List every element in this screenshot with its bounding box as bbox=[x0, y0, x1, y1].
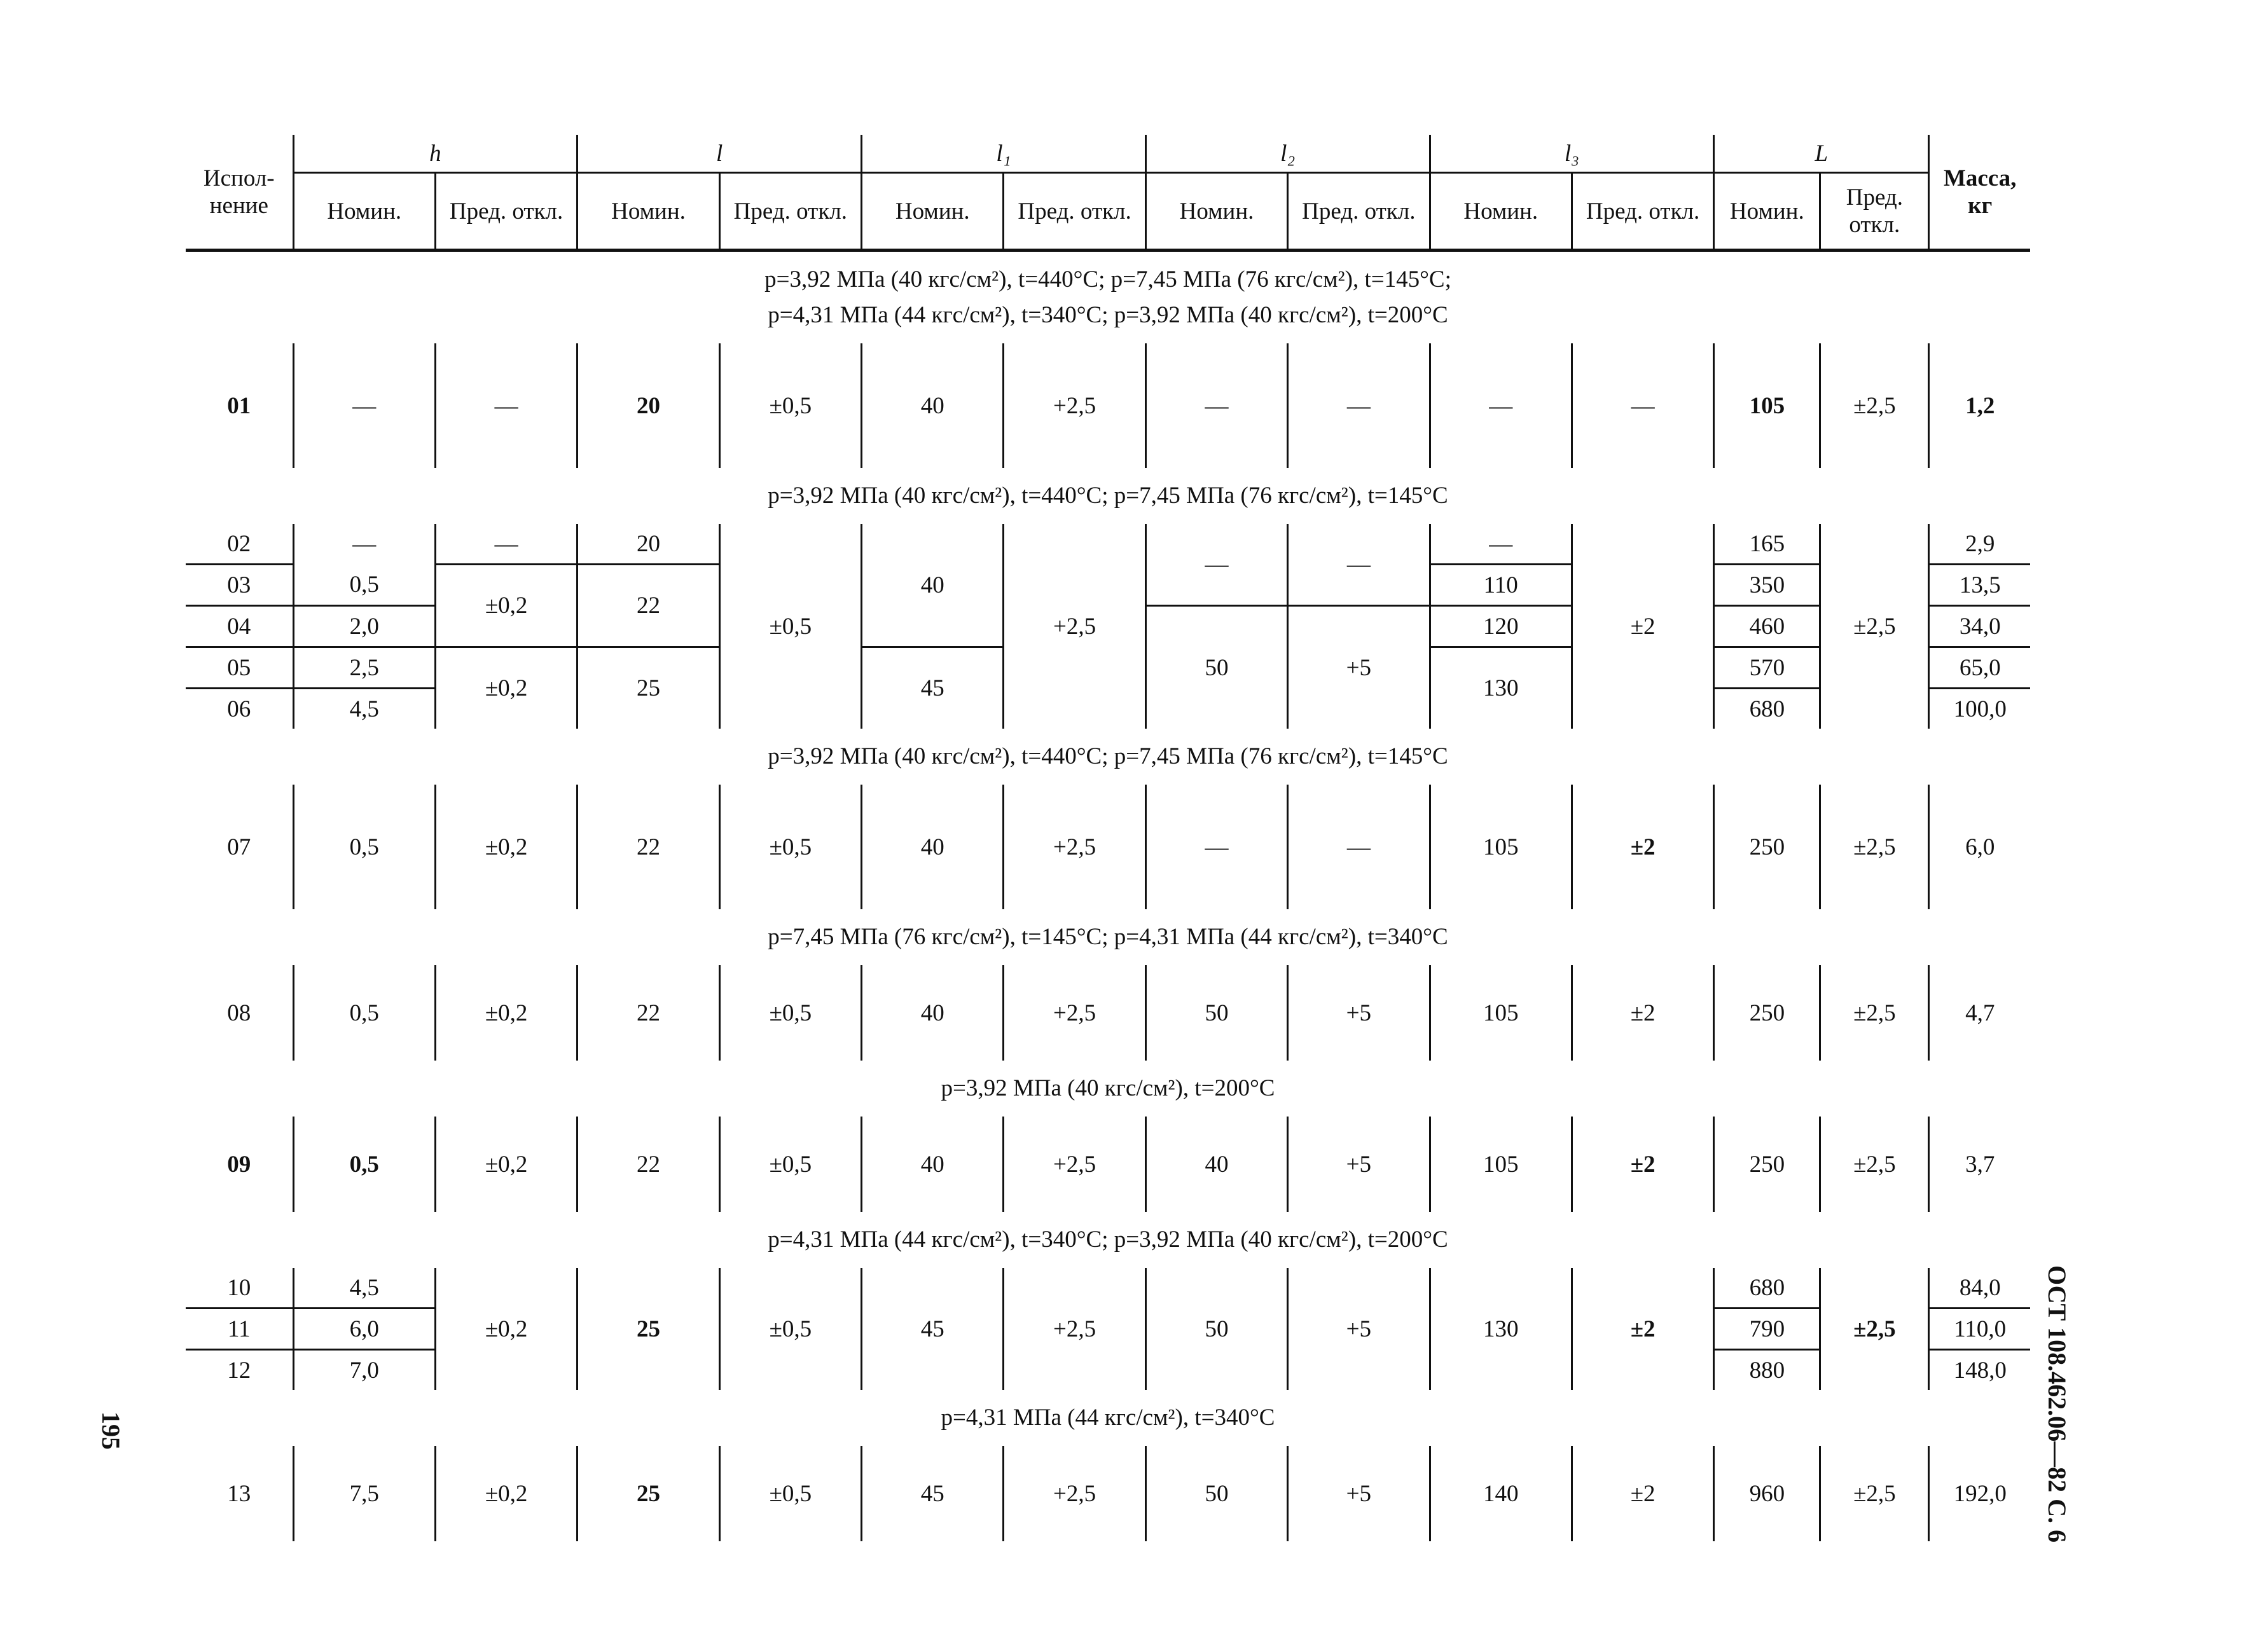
cell: 165 bbox=[1714, 524, 1820, 565]
cell: — bbox=[435, 343, 577, 468]
condition-line: p=3,92 МПа (40 кгс/см²), t=440°С; p=7,45 МПа (76 кгс/см²), t=145°С bbox=[768, 483, 1448, 509]
cell: 250 bbox=[1714, 1117, 1820, 1212]
cell: 140 bbox=[1430, 1446, 1572, 1541]
cell: ±0,5 bbox=[719, 1117, 861, 1212]
header-l3-pred: Пред. откл. bbox=[1572, 173, 1713, 251]
page-number: 195 bbox=[97, 1412, 125, 1450]
cell: +2,5 bbox=[1004, 965, 1145, 1061]
cell: 6,0 bbox=[293, 1309, 435, 1350]
cell: — bbox=[293, 343, 435, 468]
cell: 0,5 bbox=[293, 785, 435, 909]
cell: 680 bbox=[1714, 1268, 1820, 1309]
cell: 50 bbox=[1145, 606, 1287, 729]
cell: 01 bbox=[227, 392, 251, 419]
header-h: h bbox=[293, 135, 577, 173]
cell: +2,5 bbox=[1004, 1268, 1145, 1390]
cell: ±0,2 bbox=[435, 785, 577, 909]
cell: 6,0 bbox=[1929, 785, 2030, 909]
table-row bbox=[186, 524, 2030, 565]
cell: 25 bbox=[577, 1446, 719, 1541]
cell: ±0,2 bbox=[435, 965, 577, 1061]
cell: 40 bbox=[862, 524, 1004, 647]
dimensions-table bbox=[186, 135, 2030, 1541]
cell: ±0,5 bbox=[719, 1446, 861, 1541]
table-row bbox=[186, 1446, 2030, 1541]
cell: 13 bbox=[227, 1480, 251, 1507]
cell: 50 bbox=[1145, 1446, 1287, 1541]
table-row bbox=[186, 1268, 2030, 1309]
cell: — bbox=[1288, 343, 1430, 468]
cell: 4,5 bbox=[293, 1268, 435, 1309]
cell: +2,5 bbox=[1004, 785, 1145, 909]
cell: ±2,5 bbox=[1820, 343, 1929, 468]
cell: ±0,2 bbox=[435, 647, 577, 729]
cell: 03 bbox=[186, 565, 293, 606]
cell: 680 bbox=[1714, 689, 1820, 729]
cell: 4,5 bbox=[293, 689, 435, 729]
condition-line: p=4,31 МПа (44 кгс/см²), t=340°С bbox=[941, 1405, 1275, 1431]
header-ispolnenie: Испол- нение bbox=[186, 135, 293, 251]
cell: ±2,5 bbox=[1820, 524, 1929, 729]
cell: ±0,5 bbox=[719, 785, 861, 909]
cell: 65,0 bbox=[1929, 647, 2030, 689]
cell: +5 bbox=[1288, 1446, 1430, 1541]
header-l1: l₁ bbox=[862, 135, 1146, 173]
table-row bbox=[186, 785, 2030, 909]
cell: +5 bbox=[1288, 965, 1430, 1061]
cell: 105 bbox=[1714, 343, 1820, 468]
header-l3-nomin: Номин. bbox=[1430, 173, 1572, 251]
cell: 25 bbox=[577, 1268, 719, 1390]
cell: 3,7 bbox=[1929, 1117, 2030, 1212]
cell: — bbox=[1288, 785, 1430, 909]
cell: 22 bbox=[577, 565, 719, 647]
header-L: L bbox=[1714, 135, 1929, 173]
cell: 120 bbox=[1430, 606, 1572, 647]
cell: ±2 bbox=[1572, 1117, 1713, 1212]
cell: +2,5 bbox=[1004, 1446, 1145, 1541]
cell: 34,0 bbox=[1929, 606, 2030, 647]
condition-line: p=4,31 МПа (44 кгс/см²), t=340°С; p=3,92 МПа (40 кгс/см²), t=200°С bbox=[768, 1227, 1448, 1253]
cell: — bbox=[1145, 785, 1287, 909]
cell: 40 bbox=[862, 1117, 1004, 1212]
cell: 2,5 bbox=[293, 647, 435, 689]
cell: ±0,2 bbox=[435, 1446, 577, 1541]
cell: — bbox=[435, 524, 577, 565]
cell: ±2 bbox=[1572, 965, 1713, 1061]
cell: ±2,5 bbox=[1820, 1268, 1929, 1390]
cell: 2,0 bbox=[293, 606, 435, 647]
header-h-nomin: Номин. bbox=[293, 173, 435, 251]
cell: 07 bbox=[227, 834, 251, 860]
header-l1-nomin: Номин. bbox=[862, 173, 1004, 251]
cell: 100,0 bbox=[1929, 689, 2030, 729]
cell: 1,2 bbox=[1929, 343, 2030, 468]
cell: 12 bbox=[227, 1357, 251, 1384]
cell: 0,5 bbox=[293, 965, 435, 1061]
cell: 04 bbox=[186, 606, 293, 647]
cell: 50 bbox=[1145, 965, 1287, 1061]
cell: — bbox=[1145, 524, 1287, 606]
cell: ±0,2 bbox=[435, 565, 577, 647]
cell: ±0,2 bbox=[435, 1268, 577, 1390]
cell: 50 bbox=[1145, 1268, 1287, 1390]
table-row bbox=[186, 965, 2030, 1061]
cell: 0,5 bbox=[293, 1117, 435, 1212]
cell: 250 bbox=[1714, 965, 1820, 1061]
header-l-pred: Пред. откл. bbox=[719, 173, 861, 251]
cell: 790 bbox=[1714, 1309, 1820, 1350]
header-l: l bbox=[577, 135, 862, 173]
cell: 105 bbox=[1430, 965, 1572, 1061]
cell: 25 bbox=[577, 647, 719, 729]
cell: ±2 bbox=[1572, 524, 1713, 729]
cell: 250 bbox=[1714, 785, 1820, 909]
cell: — bbox=[1288, 524, 1430, 606]
cell: 11 bbox=[186, 1309, 293, 1350]
cell: 02 bbox=[186, 524, 293, 565]
cell: ±2 bbox=[1572, 1446, 1713, 1541]
cell: 08 bbox=[227, 1000, 251, 1026]
header-l3: l₃ bbox=[1430, 135, 1714, 173]
cell: 05 bbox=[186, 647, 293, 689]
cell: +5 bbox=[1288, 606, 1430, 729]
cell: ±2,5 bbox=[1820, 1117, 1929, 1212]
cell: 13,5 bbox=[1929, 565, 2030, 606]
cell: 570 bbox=[1714, 647, 1820, 689]
cell: — bbox=[1572, 343, 1713, 468]
cell: ±0,5 bbox=[719, 1268, 861, 1390]
cell: 4,7 bbox=[1929, 965, 2030, 1061]
document-code-label: ОСТ 108.462.06—82 С. 6 bbox=[2043, 1265, 2071, 1543]
cell: +5 bbox=[1288, 1117, 1430, 1212]
cell: — bbox=[1430, 524, 1572, 565]
cell: 22 bbox=[577, 785, 719, 909]
cell: ±0,5 bbox=[719, 343, 861, 468]
cell: 06 bbox=[227, 696, 251, 722]
cell: 192,0 bbox=[1929, 1446, 2030, 1541]
cell: +2,5 bbox=[1004, 1117, 1145, 1212]
cell: ±2 bbox=[1572, 1268, 1713, 1390]
cell: +5 bbox=[1288, 1268, 1430, 1390]
cell: 40 bbox=[862, 785, 1004, 909]
cell: +2,5 bbox=[1004, 524, 1145, 729]
cell: 110 bbox=[1430, 565, 1572, 606]
cell: 2,9 bbox=[1929, 524, 2030, 565]
cell: 40 bbox=[862, 343, 1004, 468]
condition-line: p=3,92 МПа (40 кгс/см²), t=440°С; p=7,45 МПа (76 кгс/см²), t=145°С; p=4,31 МПа (44 кгс/см²), t=340°С; p=3,92 МПа (40 кгс/см²), t=200°С bbox=[764, 266, 1451, 328]
cell: 40 bbox=[862, 965, 1004, 1061]
header-l2-nomin: Номин. bbox=[1145, 173, 1287, 251]
cell: 10 bbox=[186, 1268, 293, 1309]
condition-line: p=3,92 МПа (40 кгс/см²), t=440°С; p=7,45 МПа (76 кгс/см²), t=145°С bbox=[768, 743, 1448, 769]
header-l1-pred: Пред. откл. bbox=[1004, 173, 1145, 251]
cell: ±2,5 bbox=[1820, 1446, 1929, 1541]
cell: 09 bbox=[227, 1151, 251, 1178]
cell: ±0,2 bbox=[435, 1117, 577, 1212]
cell: 148,0 bbox=[1929, 1350, 2030, 1391]
cell: 7,5 bbox=[293, 1446, 435, 1541]
header-l2-pred: Пред. откл. bbox=[1288, 173, 1430, 251]
cell: 22 bbox=[577, 1117, 719, 1212]
cell: 45 bbox=[862, 1268, 1004, 1390]
cell: ±2,5 bbox=[1820, 965, 1929, 1061]
cell: ±2,5 bbox=[1820, 785, 1929, 909]
cell: 350 bbox=[1714, 565, 1820, 606]
cell: 105 bbox=[1430, 785, 1572, 909]
cell: 40 bbox=[1145, 1117, 1287, 1212]
cell: 130 bbox=[1430, 647, 1572, 729]
cell: 84,0 bbox=[1929, 1268, 2030, 1309]
table-row bbox=[186, 343, 2030, 468]
cell: 7,0 bbox=[293, 1350, 435, 1391]
cell: 0,5 bbox=[293, 565, 435, 606]
cell: 460 bbox=[1714, 606, 1820, 647]
cell: 960 bbox=[1714, 1446, 1820, 1541]
header-L-nomin: Номин. bbox=[1714, 173, 1820, 251]
cell: — bbox=[1430, 343, 1572, 468]
cell: 45 bbox=[862, 1446, 1004, 1541]
cell: 110,0 bbox=[1929, 1309, 2030, 1350]
header-l2: l₂ bbox=[1145, 135, 1430, 173]
table-row bbox=[186, 1117, 2030, 1212]
header-massa: Масса, кг bbox=[1929, 135, 2030, 251]
cell: 130 bbox=[1430, 1268, 1572, 1390]
cell: — bbox=[293, 524, 435, 565]
cell: 20 bbox=[577, 343, 719, 468]
cell: 22 bbox=[577, 965, 719, 1061]
cell: ±0,5 bbox=[719, 524, 861, 729]
cell: 105 bbox=[1430, 1117, 1572, 1212]
cell: — bbox=[1145, 343, 1287, 468]
cell: 20 bbox=[577, 524, 719, 565]
header-L-pred: Пред. откл. bbox=[1820, 173, 1929, 251]
cell: +2,5 bbox=[1004, 343, 1145, 468]
header-h-pred: Пред. откл. bbox=[435, 173, 577, 251]
cell: ±0,5 bbox=[719, 965, 861, 1061]
cell: 880 bbox=[1714, 1350, 1820, 1391]
condition-line: p=7,45 МПа (76 кгс/см²), t=145°С; p=4,31 МПа (44 кгс/см²), t=340°С bbox=[768, 924, 1448, 950]
cell: ±2 bbox=[1572, 785, 1713, 909]
cell: 45 bbox=[862, 647, 1004, 729]
header-l-nomin: Номин. bbox=[577, 173, 719, 251]
condition-line: p=3,92 МПа (40 кгс/см²), t=200°С bbox=[941, 1075, 1275, 1101]
